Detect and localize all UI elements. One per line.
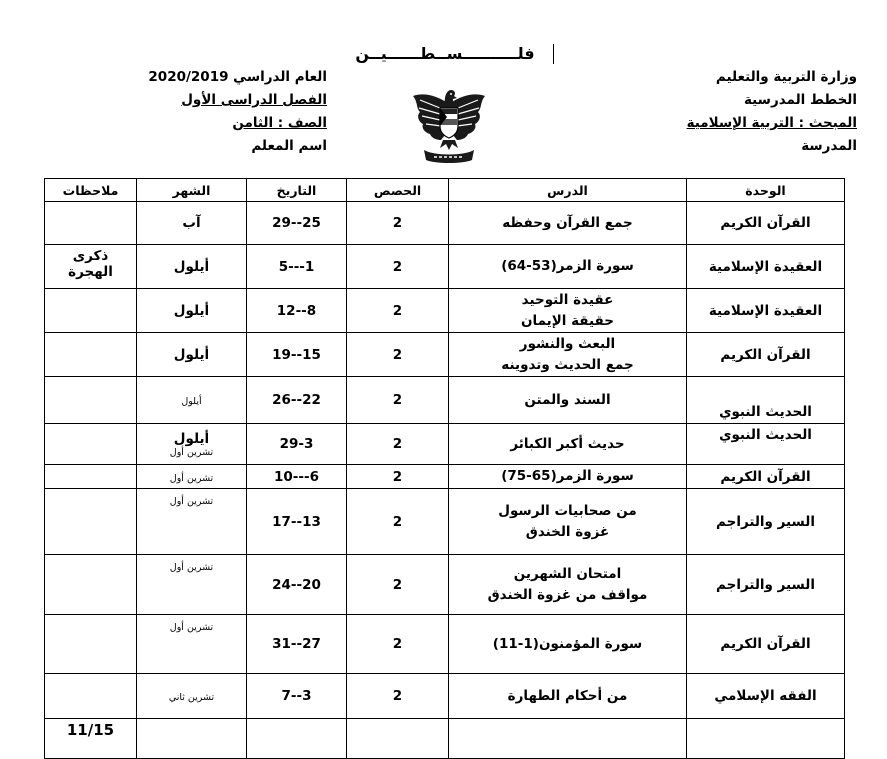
date-cell — [247, 719, 347, 759]
lesson-cell — [449, 489, 687, 555]
month-cell — [137, 555, 247, 615]
col-month-header: الشهر — [137, 179, 247, 202]
lesson-line-1: من صحابيات الرسول — [498, 502, 637, 519]
month-text: تشرين أول — [169, 562, 214, 573]
country-title: فلــــــــــســطــــــيــن — [355, 44, 535, 63]
unit-cell — [687, 719, 845, 759]
notes-cell — [45, 245, 137, 289]
teacher-label: اسم المعلم — [251, 138, 327, 154]
notes-cell — [45, 489, 137, 555]
date-cell: 1---5 — [247, 245, 347, 289]
periods-cell: 2 — [347, 615, 449, 674]
date-cell: 3--7 — [247, 674, 347, 719]
periods-cell: 2 — [347, 245, 449, 289]
school-label: المدرسة — [801, 138, 857, 154]
table-row — [45, 333, 845, 377]
col-unit-header: الوحدة — [687, 179, 845, 202]
header-right-block — [647, 66, 857, 158]
lesson-cell: من أحكام الطهارة — [449, 674, 687, 719]
table-row — [45, 615, 845, 674]
unit-cell: الحديث النبوي — [687, 424, 845, 465]
periods-cell: 2 — [347, 489, 449, 555]
text-cursor — [553, 44, 554, 64]
month-text-2: تشرين أول — [169, 446, 214, 458]
date-cell: 25--29 — [247, 202, 347, 245]
lesson-line-2: غزوة الخندق — [525, 523, 610, 540]
periods-cell: 2 — [347, 289, 449, 333]
month-cell — [137, 615, 247, 674]
table-row — [45, 424, 845, 465]
unit-cell: القرآن الكريم — [687, 202, 845, 245]
periods-cell: 2 — [347, 674, 449, 719]
page-header — [0, 0, 887, 178]
periods-cell: 2 — [347, 555, 449, 615]
note-text: ذكرى الهجرة — [68, 248, 113, 280]
notes-cell — [45, 555, 137, 615]
date-cell: 20--24 — [247, 555, 347, 615]
lesson-cell — [449, 333, 687, 377]
periods-cell: 2 — [347, 377, 449, 424]
unit-cell: القرآن الكريم — [687, 465, 845, 489]
notes-cell — [45, 465, 137, 489]
lesson-cell: حديث أكبر الكبائر — [449, 424, 687, 465]
month-text: أيلول — [181, 396, 202, 407]
date-cell: 15--19 — [247, 333, 347, 377]
ministry-label: وزارة التربية والتعليم — [715, 69, 857, 85]
periods-cell: 2 — [347, 333, 449, 377]
notes-cell — [45, 377, 137, 424]
notes-cell — [45, 719, 137, 759]
table-row — [45, 202, 845, 245]
lesson-cell — [449, 555, 687, 615]
unit-cell: السير والتراجم — [687, 555, 845, 615]
month-cell — [137, 674, 247, 719]
table-row — [45, 719, 845, 759]
unit-cell: القرآن الكريم — [687, 333, 845, 377]
notes-cell — [45, 674, 137, 719]
month-cell: آب — [137, 202, 247, 245]
month-cell — [137, 424, 247, 465]
lesson-plan-table — [44, 178, 845, 759]
month-cell — [137, 489, 247, 555]
col-notes-header: ملاحظات — [45, 179, 137, 202]
date-cell: 13--17 — [247, 489, 347, 555]
table-header-row — [45, 179, 845, 202]
date-cell: 29-3 — [247, 424, 347, 465]
unit-cell: السير والتراجم — [687, 489, 845, 555]
palestine-eagle-emblem-icon — [410, 82, 488, 166]
date-cell: 22--26 — [247, 377, 347, 424]
table-row — [45, 555, 845, 615]
month-cell — [137, 719, 247, 759]
table-row — [45, 489, 845, 555]
periods-cell: 2 — [347, 202, 449, 245]
notes-cell — [45, 289, 137, 333]
lesson-cell: سورة المؤمنون(1-11) — [449, 615, 687, 674]
col-periods-header: الحصص — [347, 179, 449, 202]
unit-cell: الحديث النبوي — [687, 377, 845, 424]
month-cell — [137, 377, 247, 424]
unit-cell: الفقه الإسلامي — [687, 674, 845, 719]
month-text: تشرين ثاني — [168, 692, 215, 703]
notes-cell — [45, 202, 137, 245]
notes-cell — [45, 615, 137, 674]
month-cell: أيلول — [137, 333, 247, 377]
col-date-header: التاريخ — [247, 179, 347, 202]
lesson-line-1: امتحان الشهرين — [513, 565, 622, 582]
year-label: العام الدراسي 2020/2019 — [148, 69, 327, 85]
semester-label: الفصل الدراسى الأول — [181, 92, 327, 108]
table-row — [45, 377, 845, 424]
lesson-line-1: عقيدة التوحيد — [521, 291, 614, 308]
notes-cell — [45, 424, 137, 465]
table-row — [45, 674, 845, 719]
month-text: تشرين أول — [169, 496, 214, 507]
lesson-line-2: جمع الحديث وتدوينه — [501, 356, 634, 373]
lesson-cell: سورة الزمر(53-64) — [449, 245, 687, 289]
header-left-block — [127, 66, 327, 158]
month-text: تشرين أول — [169, 622, 214, 633]
periods-cell: 2 — [347, 424, 449, 465]
table-row — [45, 245, 845, 289]
table-row — [45, 465, 845, 489]
unit-cell: العقيدة الإسلامية — [687, 289, 845, 333]
lesson-line-1: البعث والنشور — [519, 335, 616, 352]
lesson-cell: سورة الزمر(65-75) — [449, 465, 687, 489]
month-cell: أيلول — [137, 245, 247, 289]
periods-cell: 2 — [347, 465, 449, 489]
lesson-cell: السند والمتن — [449, 377, 687, 424]
month-text: أيلول — [173, 430, 210, 447]
note-text: 11/15 — [66, 721, 115, 739]
unit-cell: العقيدة الإسلامية — [687, 245, 845, 289]
notes-cell — [45, 333, 137, 377]
col-lesson-header: الدرس — [449, 179, 687, 202]
lesson-cell — [449, 719, 687, 759]
table-row — [45, 289, 845, 333]
periods-cell — [347, 719, 449, 759]
unit-cell: القرآن الكريم — [687, 615, 845, 674]
lesson-cell: جمع القرآن وحفظه — [449, 202, 687, 245]
subject-label: المبحث : التربية الإسلامية — [686, 115, 857, 131]
lesson-cell — [449, 289, 687, 333]
lesson-line-2: حقيقة الإيمان — [521, 312, 614, 329]
date-cell: 8--12 — [247, 289, 347, 333]
date-cell: 27--31 — [247, 615, 347, 674]
lesson-line-2: مواقف من غزوة الخندق — [487, 586, 648, 603]
month-text: تشرين أول — [169, 472, 214, 484]
month-cell — [137, 465, 247, 489]
plans-label: الخطط المدرسية — [743, 92, 857, 108]
grade-label: الصف : الثامن — [232, 115, 327, 131]
month-cell: أيلول — [137, 289, 247, 333]
date-cell: 6---10 — [247, 465, 347, 489]
